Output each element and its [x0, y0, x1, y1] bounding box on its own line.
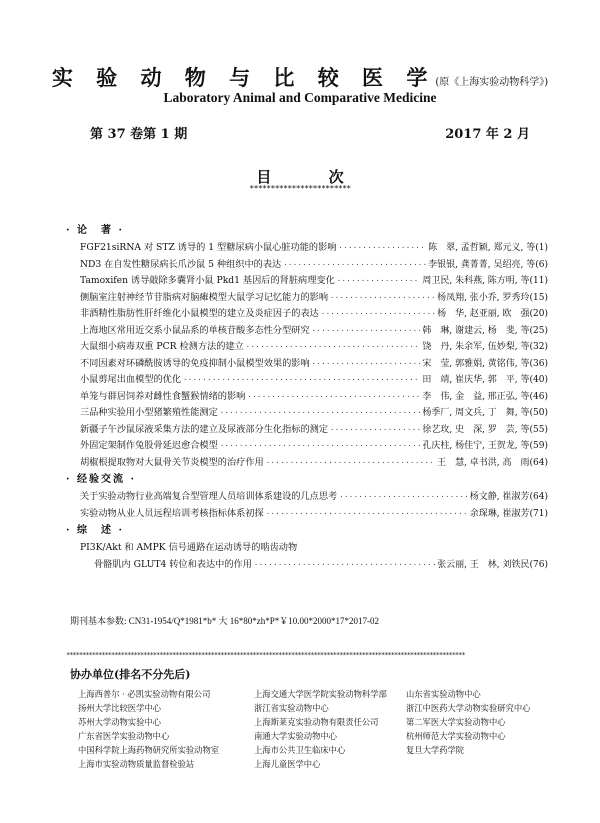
toc-entry-title: 非酒精性脂肪性肝纤维化小鼠模型的建立及炎症因子的表达: [80, 308, 319, 319]
toc-entry-authors: 宋 莹, 郭雅娟, 黄铭伟, 等(36): [422, 358, 548, 369]
toc-leader: [330, 290, 435, 307]
toc-entry-title: 三品种实验用小型猪繁殖性能测定: [80, 407, 218, 418]
toc-entry-title: 关于实验动物行业高端复合型管理人员培训体系建设的几点思考: [80, 491, 338, 502]
toc-entry-title: 不同因素对环磷酰胺诱导的免疫抑制小鼠模型效果的影响: [80, 357, 310, 369]
toc-entry-authors: 李 伟, 金 益, 邢正弘, 等(46): [422, 391, 548, 402]
toc-entry-authors: 饶 丹, 朱余军, 伍妙梨, 等(32): [422, 342, 548, 352]
organizer: 山东省实验动物中心: [406, 689, 481, 699]
toc-entry-title: PI3K/Akt 和 AMPK 信号通路在运动诱导的啮齿动物: [80, 542, 298, 553]
toc-entry[interactable]: [66, 306, 548, 323]
journal-parameters: 期刊基本参数: CN31-1954/Q*1981*b* 大 16*80*zh*P*￥10.00*2000*17*2017-02: [70, 616, 379, 626]
organizer: 苏州大学动物实验中心: [78, 717, 161, 727]
toc-entry-authors: 余琛琳, 崔淑芳(71): [469, 508, 548, 519]
toc-leader: [266, 506, 468, 523]
toc-entry[interactable]: [66, 356, 548, 373]
toc-leader: [330, 422, 420, 439]
toc-title: 目 次: [256, 168, 370, 186]
toc-entry-title: 外固定架制作兔股骨延迟愈合模型: [80, 440, 218, 451]
organizer: 上海西普尔 · 必凯实验动物有限公司: [78, 689, 211, 699]
toc-entry-authors: 杨文静, 崔淑芳(64): [469, 492, 548, 502]
toc-entry[interactable]: [66, 438, 548, 455]
toc-entry-title: ND3 在自发性糖尿病长爪沙鼠 5 种组织中的表达: [80, 258, 282, 270]
toc-leader: [338, 240, 426, 257]
journal-title-cn: [0, 62, 600, 92]
toc-leader: [312, 356, 421, 373]
toc-leader: [183, 372, 420, 389]
toc-entry[interactable]: [66, 339, 548, 356]
toc-leader: [339, 489, 468, 506]
toc-title-underline: ************************: [249, 184, 351, 193]
toc-entry-authors: 张云丽, 王 林, 刘铁民(76): [437, 559, 548, 570]
toc-entry[interactable]: [66, 389, 548, 406]
journal-title-cn-note: (原《上海实验动物科学》): [435, 77, 549, 88]
toc-entry[interactable]: [66, 372, 548, 389]
toc-entry-title: 侧脑室注射神经节苷脂病对脑瘫模型大鼠学习记忆能力的影响: [80, 291, 329, 303]
journal-title-cn-main: 实 验 动 物 与 比 较 医 学: [51, 65, 436, 90]
table-of-contents: [66, 222, 548, 573]
toc-entry[interactable]: [66, 257, 548, 274]
organizer: 上海斯莱克实验动物有限责任公司: [254, 717, 379, 727]
toc-entry[interactable]: [66, 240, 548, 257]
toc-entry-title: 小鼠剪尾出血模型的优化: [80, 374, 182, 385]
organizer: 上海市实验动物质量监督检验站: [78, 759, 195, 769]
toc-entry-title: 单笼与群居饲养对雌性食蟹猴情绪的影响: [80, 390, 246, 402]
toc-entry-authors: 韩 琳, 谢建云, 杨 斐, 等(25): [422, 325, 548, 336]
toc-entry[interactable]: [66, 489, 548, 506]
journal-title-en: Laboratory Animal and Comparative Medicine: [163, 90, 437, 105]
toc-entry[interactable]: [66, 290, 548, 307]
toc-entry-authors: 李银银, 龚菁菁, 吴绍亮, 等(6): [428, 259, 548, 270]
organizer: 广东省医学实验动物中心: [78, 731, 170, 741]
toc-entry-authors: 陈 翠, 孟哲颖, 郑元义, 等(1): [428, 243, 548, 253]
toc-entry-authors: 杨 华, 赵亚丽, 欧 强(20): [437, 309, 548, 319]
toc-entry-title: 胡椒根提取物对大鼠骨关节炎模型的治疗作用: [80, 456, 264, 468]
toc-entry-authors: 徐艺玫, 史 深, 罗 芸, 等(55): [422, 424, 548, 435]
toc-leader: [337, 273, 421, 290]
toc-leader: [220, 438, 421, 455]
toc-entry-authors: 孔庆柱, 杨佳宁, 王贺龙, 等(59): [422, 441, 548, 451]
star-divider: ****************************************************************************************************************************: [66, 652, 465, 658]
toc-entry-title: 实验动物从业人员远程培训考核指标体系初探: [80, 507, 264, 519]
organizer: 上海儿童医学中心: [254, 759, 321, 769]
toc-entry-title: FGF21siRNA 对 STZ 诱导的 1 型糖尿病小鼠心脏功能的影响: [80, 242, 337, 253]
toc-entry-authors: 周卫民, 朱科燕, 陈方明, 等(11): [422, 276, 548, 286]
toc-entry[interactable]: [66, 273, 548, 290]
toc-leader: [246, 339, 421, 356]
toc-entry-title: 大鼠细小病毒双重 PCR 检测方法的建立: [80, 341, 244, 352]
organizer: 扬州大学比较医学中心: [78, 703, 161, 713]
organizers-title: 协办单位(排名不分先后): [70, 668, 191, 681]
organizer: 上海交通大学医学院实验动物科学部: [254, 689, 387, 699]
toc-entry[interactable]: [66, 506, 548, 523]
section-heading-research: · 论 著 ·: [66, 225, 124, 236]
toc-entry-title: Tamoxifen 诱导敲除多囊肾小鼠 Pkd1 基因后的肾脏病理变化: [80, 275, 335, 286]
organizer: 复旦大学药学院: [406, 745, 465, 755]
toc-entry-authors: 田 靖, 崔庆华, 郭 平, 等(40): [422, 375, 548, 385]
toc-entry-continuation[interactable]: [66, 557, 548, 574]
organizer: 浙江省实验动物中心: [254, 703, 329, 713]
toc-entry[interactable]: [66, 405, 548, 422]
section-heading-review: · 综 述 ·: [66, 525, 124, 536]
toc-entry-authors: 杨凤翔, 张小乔, 罗秀玲(15): [437, 292, 548, 303]
organizer: 浙江中医药大学动物实验研究中心: [406, 703, 531, 713]
organizer: 中国科学院上海药物研究所实验动物室: [78, 745, 220, 755]
toc-entry-authors: 杨季厂, 周文兵, 丁 舞, 等(50): [422, 408, 548, 418]
issue-date: 2017 年 2 月: [445, 127, 530, 142]
toc-leader: [247, 389, 420, 406]
organizer: 上海市公共卫生临床中心: [254, 745, 346, 755]
toc-entry[interactable]: [66, 323, 548, 340]
toc-leader: [321, 306, 435, 323]
toc-leader: [266, 455, 435, 472]
section-heading-experience: · 经验交流 ·: [66, 474, 136, 485]
toc-entry-title-continuation: 骨骼肌内 GLUT4 转位和表达中的作用: [94, 558, 252, 570]
organizer: 南通大学实验动物中心: [254, 731, 337, 741]
toc-entry[interactable]: [66, 455, 548, 472]
toc-entry[interactable]: [66, 422, 548, 439]
organizer: 第二军医大学实验动物中心: [406, 717, 506, 727]
issue-number: 第 37 卷第 1 期: [90, 127, 188, 142]
toc-entry-authors: 王 慧, 卓书洪, 高 雨(64): [437, 457, 548, 468]
toc-leader: [312, 323, 421, 340]
organizers-list: [78, 688, 568, 770]
toc-entry[interactable]: [66, 540, 548, 557]
organizer: 杭州师范大学实验动物中心: [406, 731, 506, 741]
toc-leader: [283, 257, 426, 274]
toc-entry-title: 上海地区常用近交系小鼠品系的单核苷酸多态性分型研究: [80, 324, 310, 336]
toc-leader: [254, 557, 435, 574]
toc-entry-title: 新疆子午沙鼠尿液采集方法的建立及尿液部分生化指标的测定: [80, 423, 329, 435]
toc-leader: [220, 405, 421, 422]
